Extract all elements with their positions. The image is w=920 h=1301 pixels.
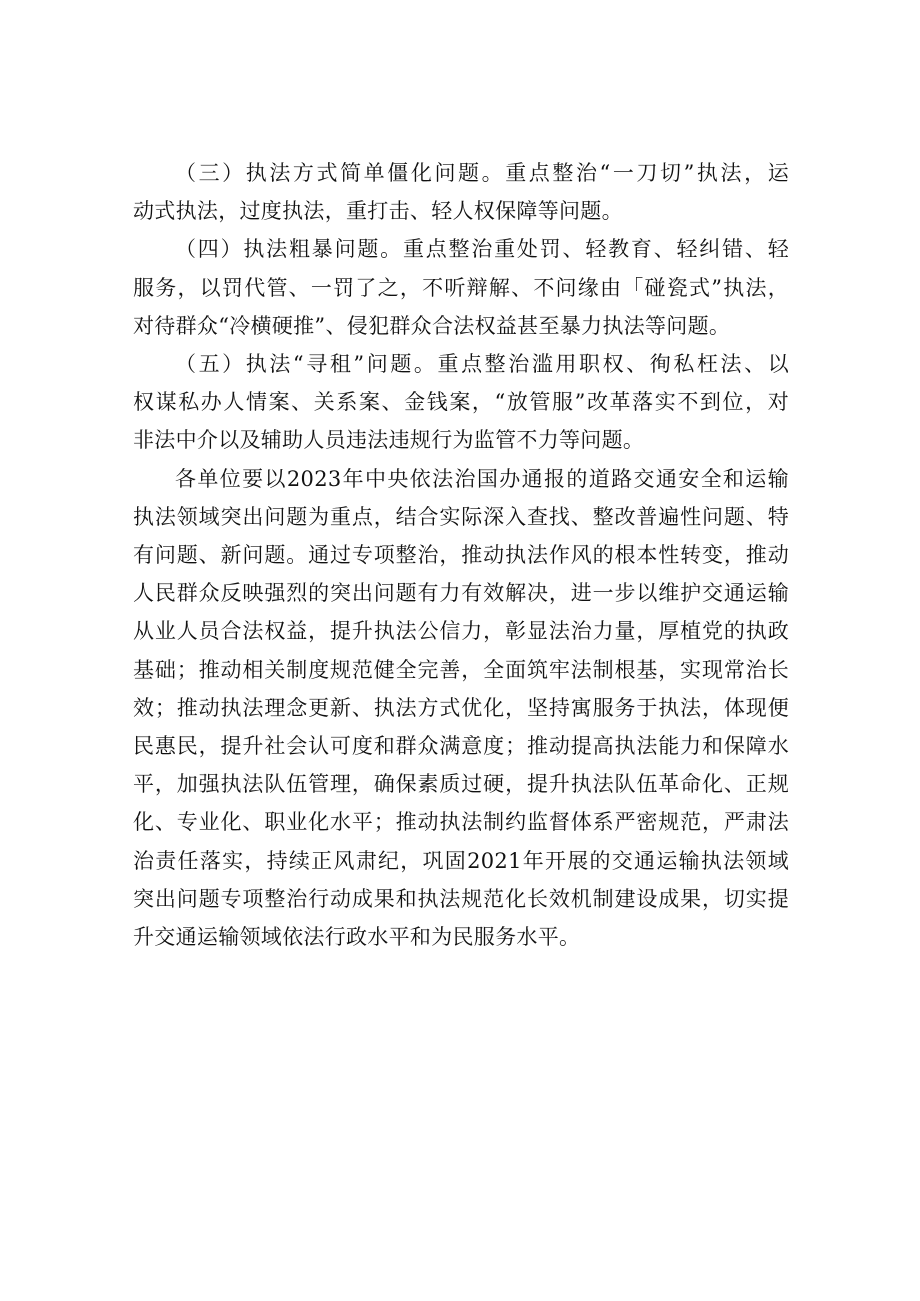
text-line: 服务，以罚代管、一罚了之，不听辩解、不问缘由「碰瓷式”执法， [133,275,789,300]
text-line: 治责任落实，持续正风肃纪，巩固2021年开展的交通运输执法领域 [133,848,789,873]
text-line: 执法领域突出问题为重点，结合实际深入查找、整改普遍性问题、特 [133,504,789,529]
text-line: 人民群众反映强烈的突出问题有力有效解决，进一步以维护交通运输 [133,581,789,606]
document-body [133,154,789,956]
text-line: 有问题、新问题。通过专项整治，推动执法作风的根本性转变，推动 [133,543,789,568]
text-line: 基础；推动相关制度规范健全完善，全面筑牢法制根基，实现常治长 [133,657,789,682]
text-line: 升交通运输领域依法行政水平和为民服务水平。 [133,925,581,950]
text-line: 化、专业化、职业化水平；推动执法制约监督体系严密规范，严肃法 [133,810,789,835]
text-line: 突出问题专项整治行动成果和执法规范化长效机制建设成果，切实提 [133,886,789,911]
paragraph-enforcement-rough [133,230,789,345]
paragraph-enforcement-rent-seeking [133,345,789,460]
text-line: 非法中介以及辅助人员违法违规行为监管不力等问题。 [133,428,645,453]
text-line: 权谋私办人情案、关系案、金钱案，“放管服”改革落实不到位，对 [133,390,789,415]
text-line: 动式执法，过度执法，重打击、轻人权保障等问题。 [133,199,623,224]
paragraph-unit-requirements [133,460,789,957]
text-line: 平，加强执法队伍管理，确保素质过硬，提升执法队伍革命化、正规 [133,772,789,797]
text-line: 从业人员合法权益，提升执法公信力，彰显法治力量，厚植党的执政 [133,619,789,644]
paragraph-enforcement-rigid [133,154,789,230]
text-line: 对待群众“冷横硬推”、侵犯群众合法权益甚至暴力执法等问题。 [133,313,731,338]
text-line: （三）执法方式简单僵化问题。重点整治“一刀切”执法，运 [175,161,789,185]
text-line: 民惠民，提升社会认可度和群众满意度；推动提高执法能力和保障水 [133,734,789,759]
text-line: （四）执法粗暴问题。重点整治重处罚、轻教育、轻纠错、轻 [175,237,789,262]
text-line: （五）执法“寻租”问题。重点整治滥用职权、徇私枉法、以 [175,352,789,377]
text-line: 效；推动执法理念更新、执法方式优化，坚持寓服务于执法，体现便 [133,695,789,720]
text-line: 各单位要以2023年中央依法治国办通报的道路交通安全和运输 [175,466,789,491]
